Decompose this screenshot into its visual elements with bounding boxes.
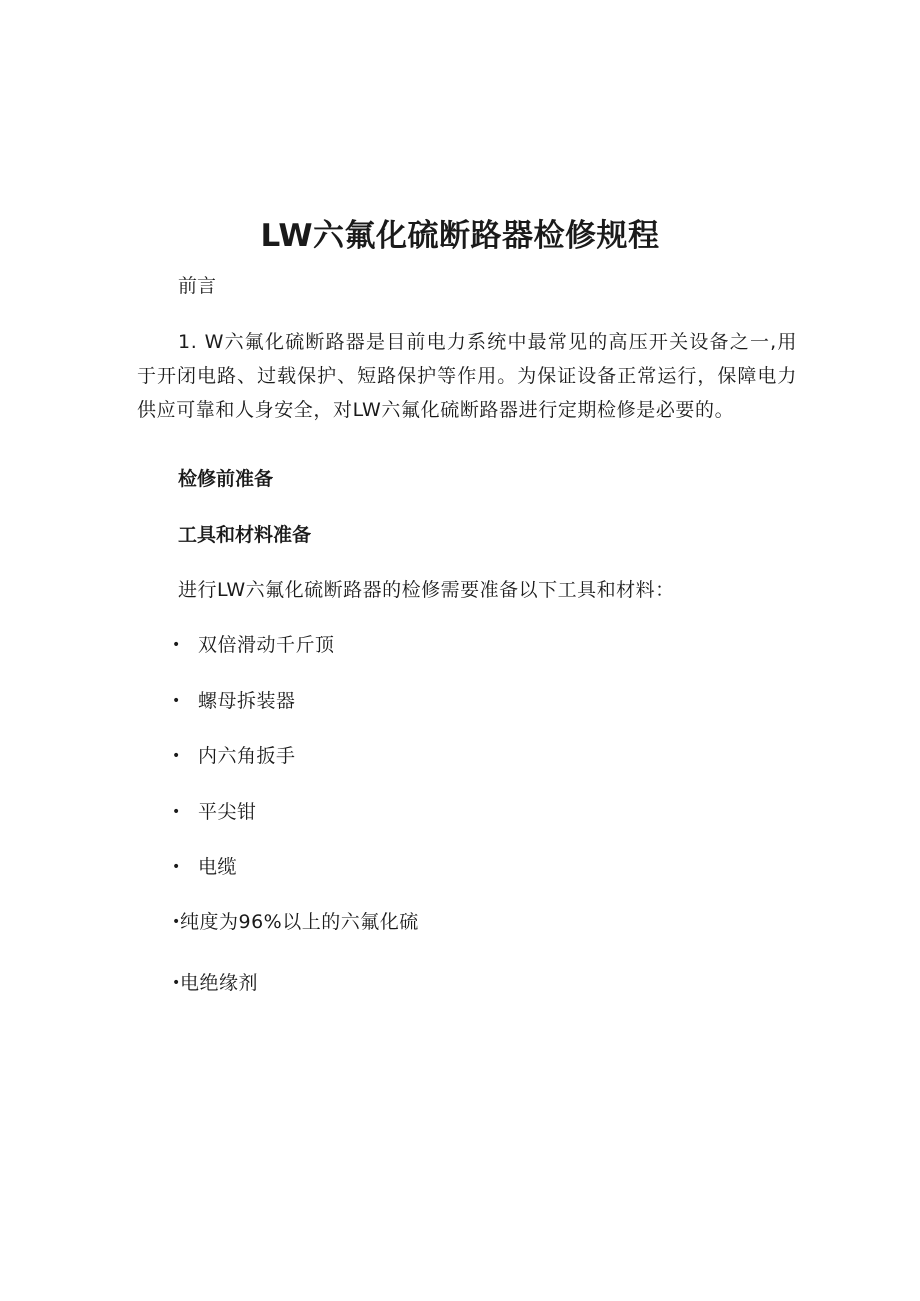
bullet-icon: •	[172, 975, 181, 991]
list-item	[172, 853, 335, 909]
list-item-text: 平尖钳	[198, 800, 257, 823]
materials-list	[172, 908, 419, 1030]
list-item	[172, 969, 419, 1030]
bullet-icon: •	[172, 748, 181, 764]
list-item-text: 双倍滑动千斤顶	[198, 634, 335, 656]
list-item	[172, 798, 335, 854]
list-item-text: 螺母拆装器	[198, 689, 296, 712]
list-item	[172, 742, 335, 798]
list-item-text: 内六角扳手	[198, 745, 296, 767]
intro-paragraph: 1. W六氟化硫断路器是目前电力系统中最常见的高压开关设备之一,用于开闭电路、过载保护、短路保护等作用。为保证设备正常运行，保障电力供应可靠和人身安全，对LW六氟化硫断路器进行定期检修是必要的。	[137, 331, 797, 421]
preface-label: 前言	[178, 275, 217, 297]
bullet-icon: •	[172, 914, 181, 930]
list-item	[172, 908, 419, 969]
bullet-icon: •	[172, 692, 181, 709]
section-heading: 检修前准备	[178, 468, 274, 490]
bullet-icon: •	[172, 637, 181, 653]
list-item	[172, 687, 335, 743]
bullet-icon: •	[172, 859, 181, 875]
document-title: LW六氟化硫断路器检修规程	[260, 218, 660, 254]
tools-list	[172, 631, 335, 909]
list-item	[172, 631, 335, 687]
list-item-text: 电缆	[198, 856, 238, 878]
list-item-text: 纯度为96%以上的六氟化硫	[180, 911, 419, 933]
subsection-heading: 工具和材料准备	[178, 524, 312, 546]
materials-intro: 进行LW六氟化硫断路器的检修需要准备以下工具和材料：	[178, 579, 675, 601]
list-item-text: 电绝缘剂	[180, 972, 259, 994]
bullet-icon: •	[172, 803, 181, 820]
